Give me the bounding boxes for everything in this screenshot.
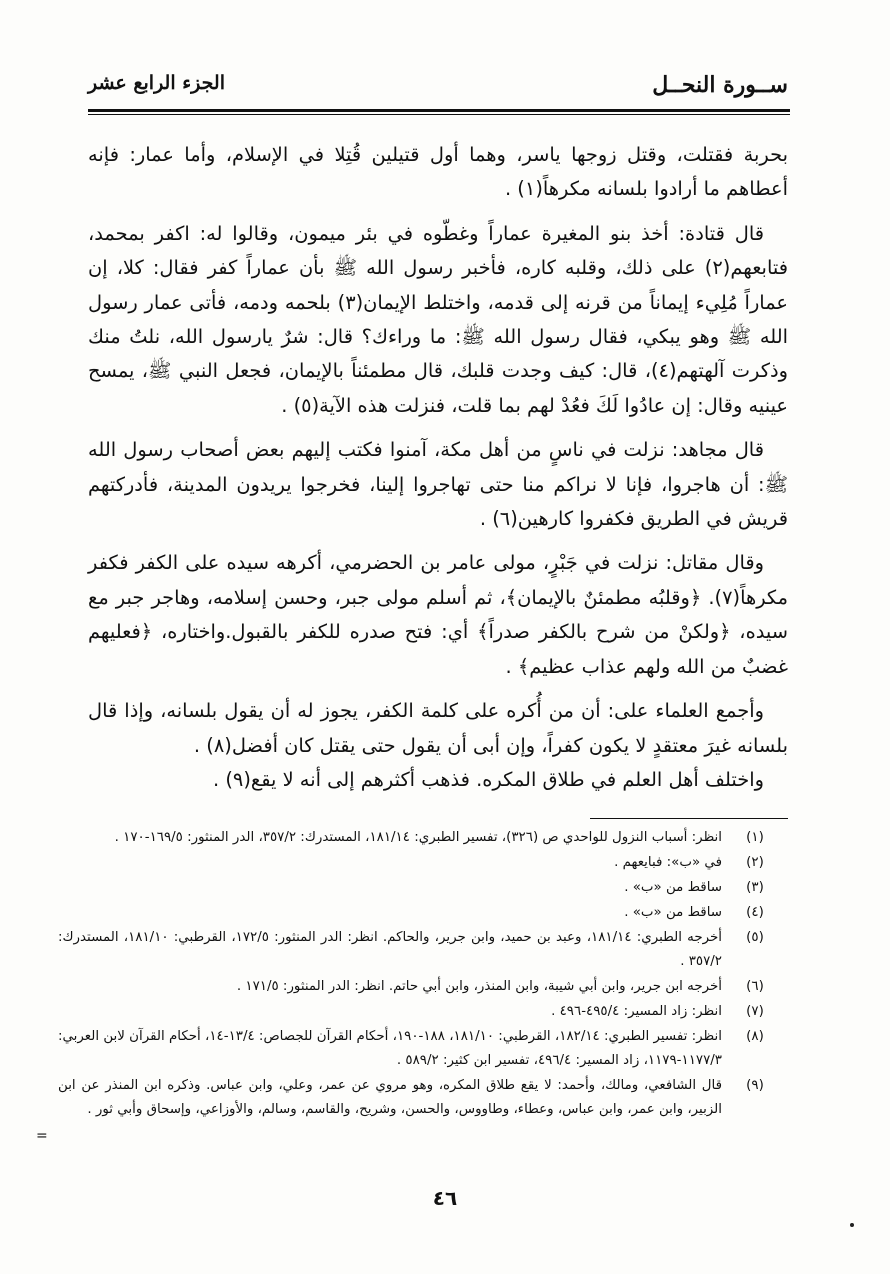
juz-title: الجزء الرابع عشر: [88, 72, 225, 94]
surah-title: ســورة النحــل: [652, 72, 788, 98]
paragraph: قال قتادة: أخذ بنو المغيرة عماراً وغطّوه في بئر ميمون، وقالوا له: اكفر بمحمد، فتابعهم(٢) على ذلك، وقلبه كاره، فأخبر رسول الله ﷺ بأن عماراً كفر فقال: كلا، إن عماراً مُلِيء إيماناً من قرنه إلى قدمه، واختلط الإيمان(٣) بلحمه ودمه، فأتى عمار رسول الله ﷺ وهو يبكي، فقال رسول الله ﷺ: ما وراءك؟ قال: شرٌ يارسول الله، نلتُ منك وذكرت آلهتهم(٤)، قال: كيف وجدت قلبك، قال مطمئناً بالإيمان، فجعل النبي ﷺ، يمسح عينيه وقال: إن عادُوا لَكَ فعُدْ لهم بما قلت، فنزلت هذه الآية(٥) .: [88, 221, 788, 417]
paragraph: بحربة فقتلت، وقتل زوجها ياسر، وهما أول قتيلين قُتِلا في الإسلام، وأما عمار: فإنه أعطاهم ما أرادوا بلسانه مكرهاً(١) .: [88, 143, 788, 201]
footnote: [58, 975, 770, 999]
footnote-text: ساقط من «ب» .: [624, 880, 722, 895]
footnote: [58, 1025, 770, 1073]
paragraph: واختلف أهل العلم في طلاق المكره. فذهب أكثرهم إلى أنه لا يقع(٩) .: [213, 767, 764, 791]
footnote-text: قال الشافعي، ومالك، وأحمد: لا يقع طلاق المكره، وهو مروي عن عمر، وعلي، وابن عباس. وذكره ابن المنذر عن ابن الزبير، وابن عمر، وابن عباس، وعطاء، وطاووس، والحسن، وشريح، والقاسم، وسالم، والأوزاعي، وإسحاق وأبي ثور .: [58, 1078, 722, 1117]
paragraph: قال مجاهد: نزلت في ناسٍ من أهل مكة، آمنوا فكتب إليهم بعض أصحاب رسول الله ﷺ: أن هاجروا، فإنا لا نراكم منا حتى تهاجروا إلينا، فخرجوا يريدون المدينة، فأدركتهم قريش في الطريق فكفروا كارهين(٦) .: [88, 438, 788, 531]
header-rule-thin: [88, 114, 790, 115]
footnote-text: انظر: تفسير الطبري: ١٨٢/١٤، القرطبي: ١٨١/١٠، ١٨٨-١٩٠، أحكام القرآن للجصاص: ١٣/٤-١٤، أحكام القرآن لابن العربي: ١١٧٧/٣-١١٧٩، زاد المسير: ٤٩٦/٤، تفسير ابن كثير: ٥٨٩/٢ .: [58, 1029, 722, 1068]
header-rule: [88, 109, 790, 112]
footnote: [58, 901, 770, 925]
footnote: [58, 1074, 770, 1122]
page-header: [88, 70, 788, 104]
footnote-text: انظر: أسباب النزول للواحدي ص (٣٢٦)، تفسير الطبري: ١٨١/١٤، المستدرك: ٣٥٧/٢، الدر المنثور: ١٦٩/٥-١٧٠ .: [114, 830, 722, 845]
footnote-number: (٣): [746, 880, 764, 895]
footnote-text: ساقط من «ب» .: [624, 905, 722, 920]
footnote-text: أخرجه الطبري: ١٨١/١٤، وعبد بن حميد، وابن جرير، والحاكم. انظر: الدر المنثور: ١٧٢/٥، القرطبي: ١٨١/١٠، المستدرك: ٣٥٧/٢ .: [58, 930, 722, 969]
footnote: [58, 876, 770, 900]
scan-speck: [850, 1223, 854, 1227]
footnote: [58, 926, 770, 974]
footnote: [58, 826, 770, 850]
footnote-number: (٥): [746, 930, 764, 945]
footnote-number: (٨): [746, 1029, 764, 1044]
footnote-number: (٤): [746, 905, 764, 920]
footnote-text: أخرجه ابن جرير، وابن أبي شيبة، وابن المنذر، وابن أبي حاتم. انظر: الدر المنثور: ١٧١/٥ .: [236, 979, 722, 994]
footnote-number: (١): [746, 830, 764, 845]
footnote-divider: [590, 818, 788, 819]
page-number: ٤٦: [432, 1186, 458, 1210]
footnote: [58, 1000, 770, 1024]
paragraph: وأجمع العلماء على: أن من أُكره على كلمة الكفر، يجوز له أن يقول بلسانه، وإذا قال بلسانه غيرَ معتقدٍ لا يكون كفراً، وإن أبى أن يقول حتى يقتل كان أفضل(٨) .: [88, 699, 788, 757]
footnote-number: (٧): [746, 1004, 764, 1019]
paragraph: وقال مقاتل: نزلت في جَبْرٍ، مولى عامر بن الحضرمي، أكرهه سيده على الكفر فكفر مكرهاً(٧). ﴿وقلبُه مطمئنٌ بالإيمان﴾، ثم أسلم مولى جبر، وحسن إسلامه، وهاجر جبر مع سيده، ﴿ولكنْ من شرح بالكفر صدراً﴾ أي: فتح صدره للكفر بالقبول.واختاره، ﴿فعليهم غضبٌ من الله ولهم عذاب عظيم﴾ .: [88, 551, 788, 678]
footnote-number: (٩): [746, 1078, 764, 1093]
footnote: [58, 851, 770, 875]
continuation-mark: =: [36, 1128, 48, 1144]
main-text: [88, 138, 788, 797]
footnote-number: (٢): [746, 855, 764, 870]
footnote-text: في «ب»: فبايعهم .: [614, 855, 722, 870]
footnote-number: (٦): [746, 979, 764, 994]
footnotes: [58, 826, 770, 1123]
footnote-text: انظر: زاد المسير: ٤٩٥/٤-٤٩٦ .: [551, 1004, 722, 1019]
